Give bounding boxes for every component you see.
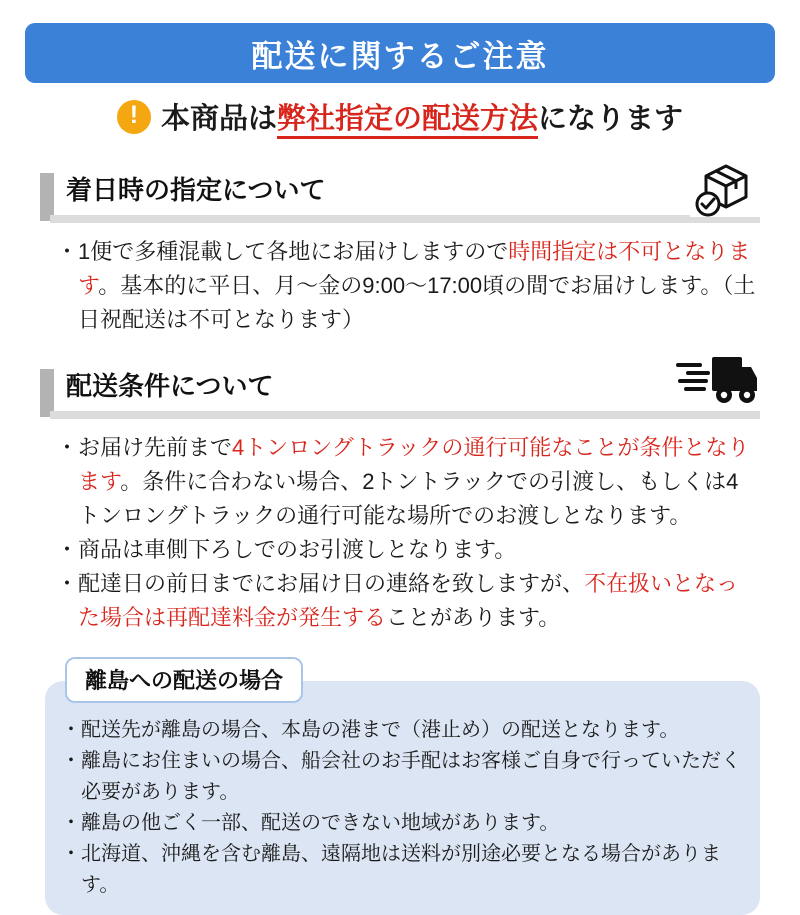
bullet-marker: ・: [61, 843, 81, 865]
list-item: [56, 567, 758, 635]
list-item: [56, 431, 758, 533]
shipping-notice-page: [0, 23, 800, 915]
bullet-text: 離島の他ごく一部、配送のできない地域があります。: [81, 812, 560, 834]
list-item: [61, 715, 742, 746]
bullet-marker: ・: [56, 435, 79, 460]
text-segment: ことがあります。: [386, 605, 561, 630]
bullet-marker: ・: [61, 812, 81, 834]
warning-row: [0, 96, 800, 137]
text-segment: 。基本的に平日、月〜金の9:00〜17:00頃の間でお届けします。（土日祝配送は不可となります）: [78, 273, 756, 332]
section-conditions-header: [40, 367, 760, 419]
list-item: [56, 533, 758, 567]
list-item: [61, 808, 742, 839]
bullet-text: 商品は車側下ろしでのお引渡しとなります。: [78, 537, 517, 562]
list-item: [61, 839, 742, 901]
exclamation-icon: !: [117, 100, 151, 134]
delivery-truck-icon: [672, 355, 760, 407]
heading-rule: [50, 411, 760, 419]
bullet-text: 北海道、沖縄を含む離島、遠隔地は送料が別途必要となる場合があります。: [81, 843, 721, 896]
bullet-text: [78, 567, 758, 635]
heading-rule: [50, 215, 760, 223]
island-shipping-section: [45, 668, 760, 915]
warning-suffix: になります: [538, 103, 684, 135]
section-arrival-title: 着日時の指定について: [66, 175, 326, 205]
list-item: [56, 235, 758, 337]
alert-text-segment: 不在扱いとなった場合は再配達料金が発生する: [78, 571, 739, 630]
package-check-icon: [690, 159, 760, 217]
warning-text: [161, 96, 683, 137]
bullet-marker: ・: [61, 719, 81, 741]
text-segment: 1便で多種混載して各地にお届けしますので: [78, 239, 509, 264]
warning-highlight: 弊社指定の配送方法: [277, 103, 538, 139]
bullet-marker: ・: [56, 239, 79, 264]
bullet-marker: ・: [56, 537, 79, 562]
island-box-title: 離島への配送の場合: [65, 657, 303, 703]
bullet-text: 離島にお住まいの場合、船会社のお手配はお客様ご自身で行っていただく必要があります。: [81, 750, 741, 803]
heading-accent-bar: [40, 369, 54, 417]
page-title: 配送に関するご注意: [25, 23, 775, 83]
warning-prefix: 本商品は: [160, 103, 277, 135]
bullet-text: 配送先が離島の場合、本島の港まで（港止め）の配送となります。: [81, 719, 680, 741]
list-item: [61, 746, 742, 808]
section-arrival-bullets: [56, 235, 758, 337]
section-conditions-title: 配送条件について: [66, 371, 274, 401]
heading-accent-bar: [40, 173, 54, 221]
island-box: [45, 681, 760, 915]
section-conditions-bullets: [56, 431, 758, 635]
bullet-text: [78, 431, 758, 533]
section-arrival-header: [40, 171, 760, 223]
bullet-text: [78, 235, 758, 337]
text-segment: 配達日の前日までにお届け日の連絡を致しますが、: [78, 571, 585, 596]
alert-text-segment: 時間指定は不可となります: [78, 239, 751, 298]
bullet-marker: ・: [56, 571, 79, 596]
alert-text-segment: 4トンロングトラックの通行可能なことが条件となります: [78, 435, 750, 494]
bullet-marker: ・: [61, 750, 81, 772]
text-segment: お届け先前まで: [78, 435, 233, 460]
text-segment: 。条件に合わない場合、2トントラックでの引渡し、もしくは4トンロングトラックの通行可能な場所でのお渡しとなります。: [78, 469, 739, 528]
